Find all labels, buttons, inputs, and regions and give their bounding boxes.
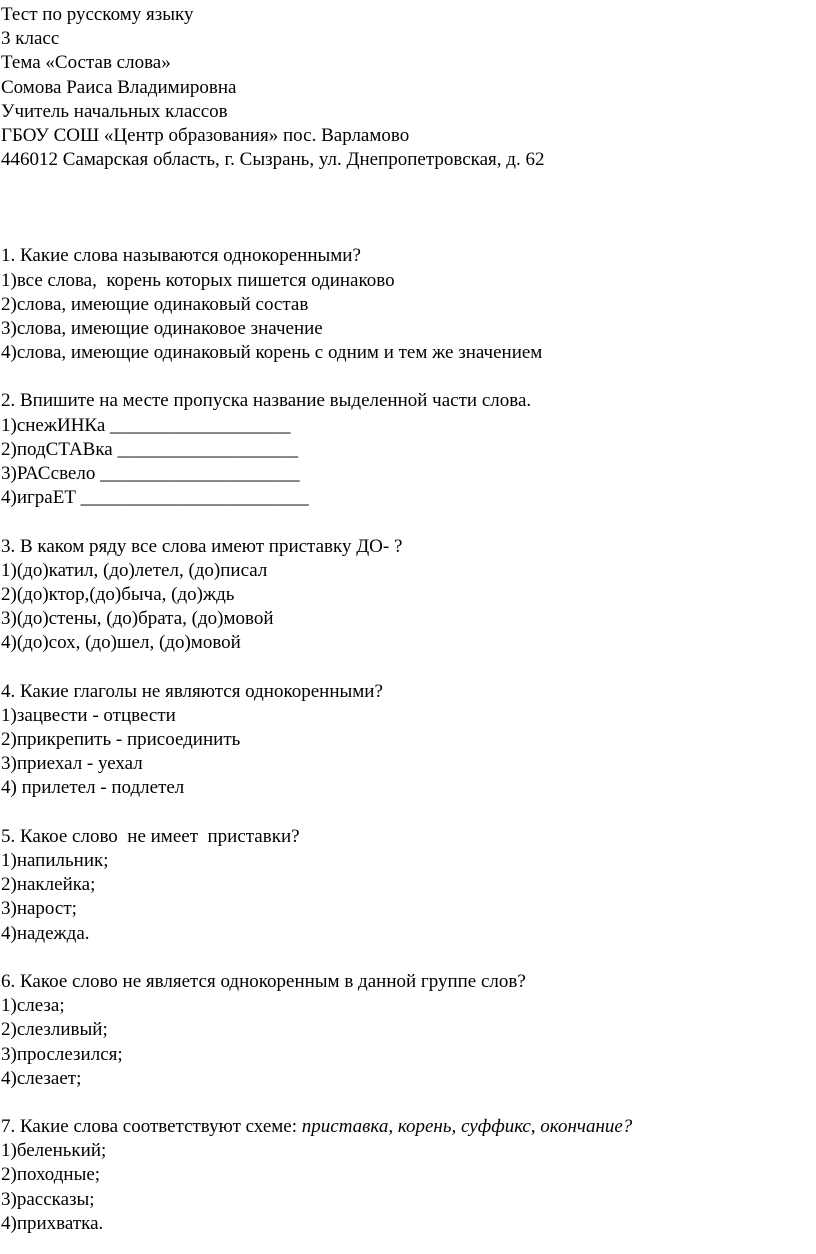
header-grade: 3 класс bbox=[1, 28, 60, 50]
spacer bbox=[0, 946, 816, 970]
answer-option: 2)(до)ктор,(до)быча, (до)ждь bbox=[1, 583, 235, 605]
header-school: ГБОУ СОШ «Центр образования» пос. Варламово bbox=[1, 124, 410, 146]
answer-option: 2)наклейка; bbox=[1, 874, 96, 896]
answer-option: 4)слезает; bbox=[1, 1067, 82, 1089]
answer-option: 4)надежда. bbox=[1, 922, 90, 944]
fill-in-blank: 4)играЕТ ________________________ bbox=[1, 487, 309, 509]
spacer bbox=[0, 172, 816, 244]
answer-option: 2)слезливый; bbox=[1, 1019, 108, 1041]
header-topic: Тема «Состав слова» bbox=[1, 52, 171, 74]
question-5 bbox=[0, 825, 816, 946]
spacer bbox=[0, 1091, 816, 1115]
answer-option: 3)нарост; bbox=[1, 898, 77, 920]
answer-option: 3)рассказы; bbox=[1, 1188, 95, 1210]
question-7 bbox=[0, 1115, 816, 1236]
question-text: 2. Впишите на месте пропуска название выделенной части слова. bbox=[1, 390, 532, 412]
header-author: Сомова Раиса Владимировна bbox=[1, 76, 237, 98]
question-1 bbox=[0, 244, 816, 365]
answer-option: 4)прихватка. bbox=[1, 1212, 104, 1234]
question-text-line bbox=[0, 1115, 816, 1139]
answer-option: 2)слова, имеющие одинаковый состав bbox=[1, 293, 309, 315]
question-3 bbox=[0, 535, 816, 656]
fill-in-blank: 2)подСТАВка ___________________ bbox=[1, 438, 298, 460]
question-text: 3. В каком ряду все слова имеют приставку ДО- ? bbox=[1, 535, 403, 557]
answer-option: 4)(до)сох, (до)шел, (до)мовой bbox=[1, 632, 241, 654]
spacer bbox=[0, 365, 816, 389]
document-header bbox=[0, 3, 816, 172]
answer-option: 1)напильник; bbox=[1, 850, 109, 871]
question-text: 1. Какие слова называются однокоренными? bbox=[1, 245, 361, 267]
answer-option: 2)прикрепить - присоединить bbox=[1, 729, 241, 751]
question-2 bbox=[0, 389, 816, 510]
answer-option: 1)зацвести - отцвести bbox=[1, 704, 176, 726]
answer-option: 3)приехал - уехал bbox=[1, 753, 143, 775]
header-address: 446012 Самарская область, г. Сызрань, ул. Днепропетровская, д. 62 bbox=[1, 149, 545, 171]
header-position: Учитель начальных классов bbox=[1, 100, 228, 122]
fill-in-blank: 1)снежИНКа ___________________ bbox=[1, 414, 291, 436]
answer-option: 2)походные; bbox=[1, 1164, 101, 1186]
answer-option: 4) прилетел - подлетел bbox=[1, 777, 185, 799]
question-text: 4. Какие глаголы не являются однокоренными? bbox=[1, 680, 383, 702]
answer-option: 3)(до)стены, (до)брата, (до)мовой bbox=[1, 608, 274, 630]
answer-option: 3)слова, имеющие одинаковое значение bbox=[1, 317, 323, 339]
word-scheme: приставка, корень, суффикс, окончание? bbox=[301, 1116, 633, 1138]
spacer bbox=[0, 656, 816, 680]
spacer bbox=[0, 801, 816, 825]
question-text: 5. Какое слово не имеет приставки? bbox=[1, 825, 300, 847]
question-6 bbox=[0, 970, 816, 1091]
document-page bbox=[0, 3, 816, 1236]
header-subject: Тест по русскому языку bbox=[1, 4, 194, 25]
question-4 bbox=[0, 680, 816, 801]
answer-option: 1)все слова, корень которых пишется одинаково bbox=[1, 269, 395, 291]
answer-option: 3)прослезился; bbox=[1, 1043, 123, 1065]
answer-option: 1)слеза; bbox=[1, 995, 65, 1017]
answer-option: 4)слова, имеющие одинаковый корень с одним и тем же значением bbox=[1, 342, 543, 364]
question-text: 6. Какое слово не является однокоренным в данной группе слов? bbox=[1, 970, 526, 992]
fill-in-blank: 3)РАСсвело _____________________ bbox=[1, 463, 300, 484]
answer-option: 1)(до)катил, (до)летел, (до)писал bbox=[1, 559, 268, 581]
answer-option: 1)беленький; bbox=[1, 1140, 107, 1162]
question-text: 7. Какие слова соответствуют схеме: bbox=[1, 1116, 302, 1138]
spacer bbox=[0, 510, 816, 534]
